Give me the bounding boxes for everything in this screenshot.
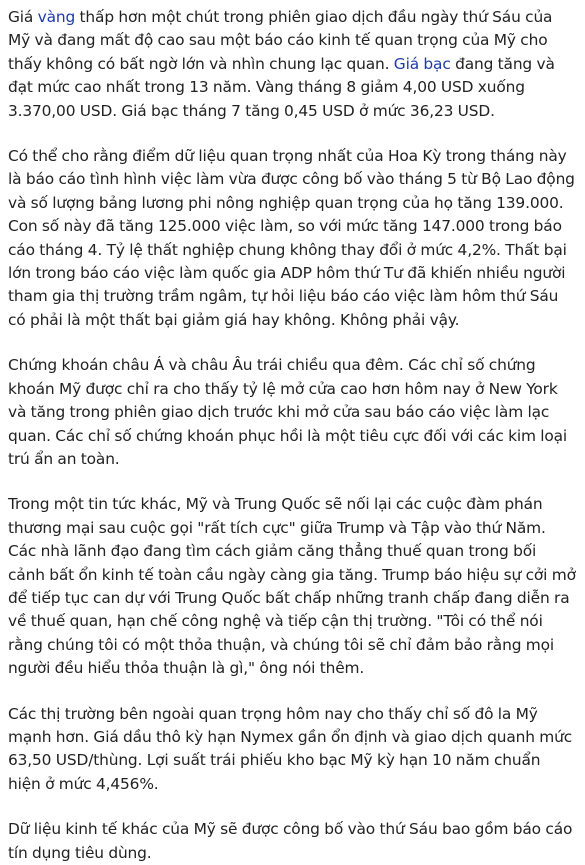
link-gold[interactable]: vàng bbox=[37, 8, 76, 26]
paragraph-economic-data: Dữ liệu kinh tế khác của Mỹ sẽ được công bố vào thứ Sáu bao gồm báo cáo tín dụng tiêu dùng. bbox=[8, 820, 573, 862]
paragraph-gold-silver bbox=[8, 6, 577, 123]
paragraph-text: đang tăng và đạt mức cao nhất trong 13 năm. Vàng tháng 8 giảm 4,00 USD xuống 3.370,00 USD. Giá bạc tháng 7 tăng 0,45 USD ở mức 36,23 USD. bbox=[8, 54, 555, 120]
paragraph-text: thấp hơn một chút trong phiên giao dịch đầu ngày thứ Sáu của Mỹ và đang mất độ cao sau một báo cáo kinh tế quan trọng của Mỹ cho thấy không có bất ngờ lớn và nhìn chung lạc quan. bbox=[8, 8, 553, 73]
paragraph-us-china-trade: Trong một tin tức khác, Mỹ và Trung Quốc sẽ nối lại các cuộc đàm phán thương mại sau cuộc gọi "rất tích cực" giữa Trump và Tập vào thứ Năm. Các nhà lãnh đạo đang tìm cách giảm căng thẳng thuế quan trong bối cảnh bất ổn kinh tế toàn cầu ngày càng gia tăng. Trump báo hiệu sự cởi mở để tiếp tục can dự với Trung Quốc bất chấp những tranh chấp đang diễn ra về thuế quan, hạn chế công nghệ và tiếp cận thị trường. "Tôi có thể nói rằng chúng tôi có một thỏa thuận, và chúng tôi sẽ chỉ đảm bảo rằng mọi người đều hiểu thỏa thuận là gì," ông nói thêm. bbox=[8, 495, 576, 678]
paragraph-stock-markets: Chứng khoán châu Á và châu Âu trái chiều qua đêm. Các chỉ số chứng khoán Mỹ được chỉ ra cho thấy tỷ lệ mở cửa cao hơn hôm nay ở New York và tăng trong phiên giao dịch trước khi mở cửa sau báo cáo việc làm lạc quan. Các chỉ số chứng khoán phục hồi là một tiêu cực đối với các kim loại trú ẩn an toàn. bbox=[8, 356, 568, 468]
paragraph-text: Giá bbox=[8, 8, 38, 26]
paragraph-jobs-report: Có thể cho rằng điểm dữ liệu quan trọng nhất của Hoa Kỳ trong tháng này là báo cáo tình hình việc làm vừa được công bố vào tháng 5 từ Bộ Lao động và số lượng bảng lương phi nông nghiệp quan trọng của họ tăng 139.000. Con số này đã tăng 125.000 việc làm, so với mức tăng 147.000 trong báo cáo tháng 4. Tỷ lệ thất nghiệp chung không thay đổi ở mức 4,2%. Thất bại lớn trong báo cáo việc làm quốc gia ADP hôm thứ Tư đã khiến nhiều người tham gia thị trường trầm ngâm, tự hỏi liệu báo cáo việc làm hôm thứ Sáu có phải là một thất bại giảm giá hay không. Không phải vậy. bbox=[8, 147, 575, 329]
paragraph-outside-markets: Các thị trường bên ngoài quan trọng hôm nay cho thấy chỉ số đô la Mỹ mạnh hơn. Giá dầu thô kỳ hạn Nymex gần ổn định và giao dịch quanh mức 63,50 USD/thùng. Lợi suất trái phiếu kho bạc Mỹ kỳ hạn 10 năm chuẩn hiện ở mức 4,456%. bbox=[8, 704, 573, 793]
link-silver-price[interactable]: Giá bạc bbox=[393, 54, 451, 73]
